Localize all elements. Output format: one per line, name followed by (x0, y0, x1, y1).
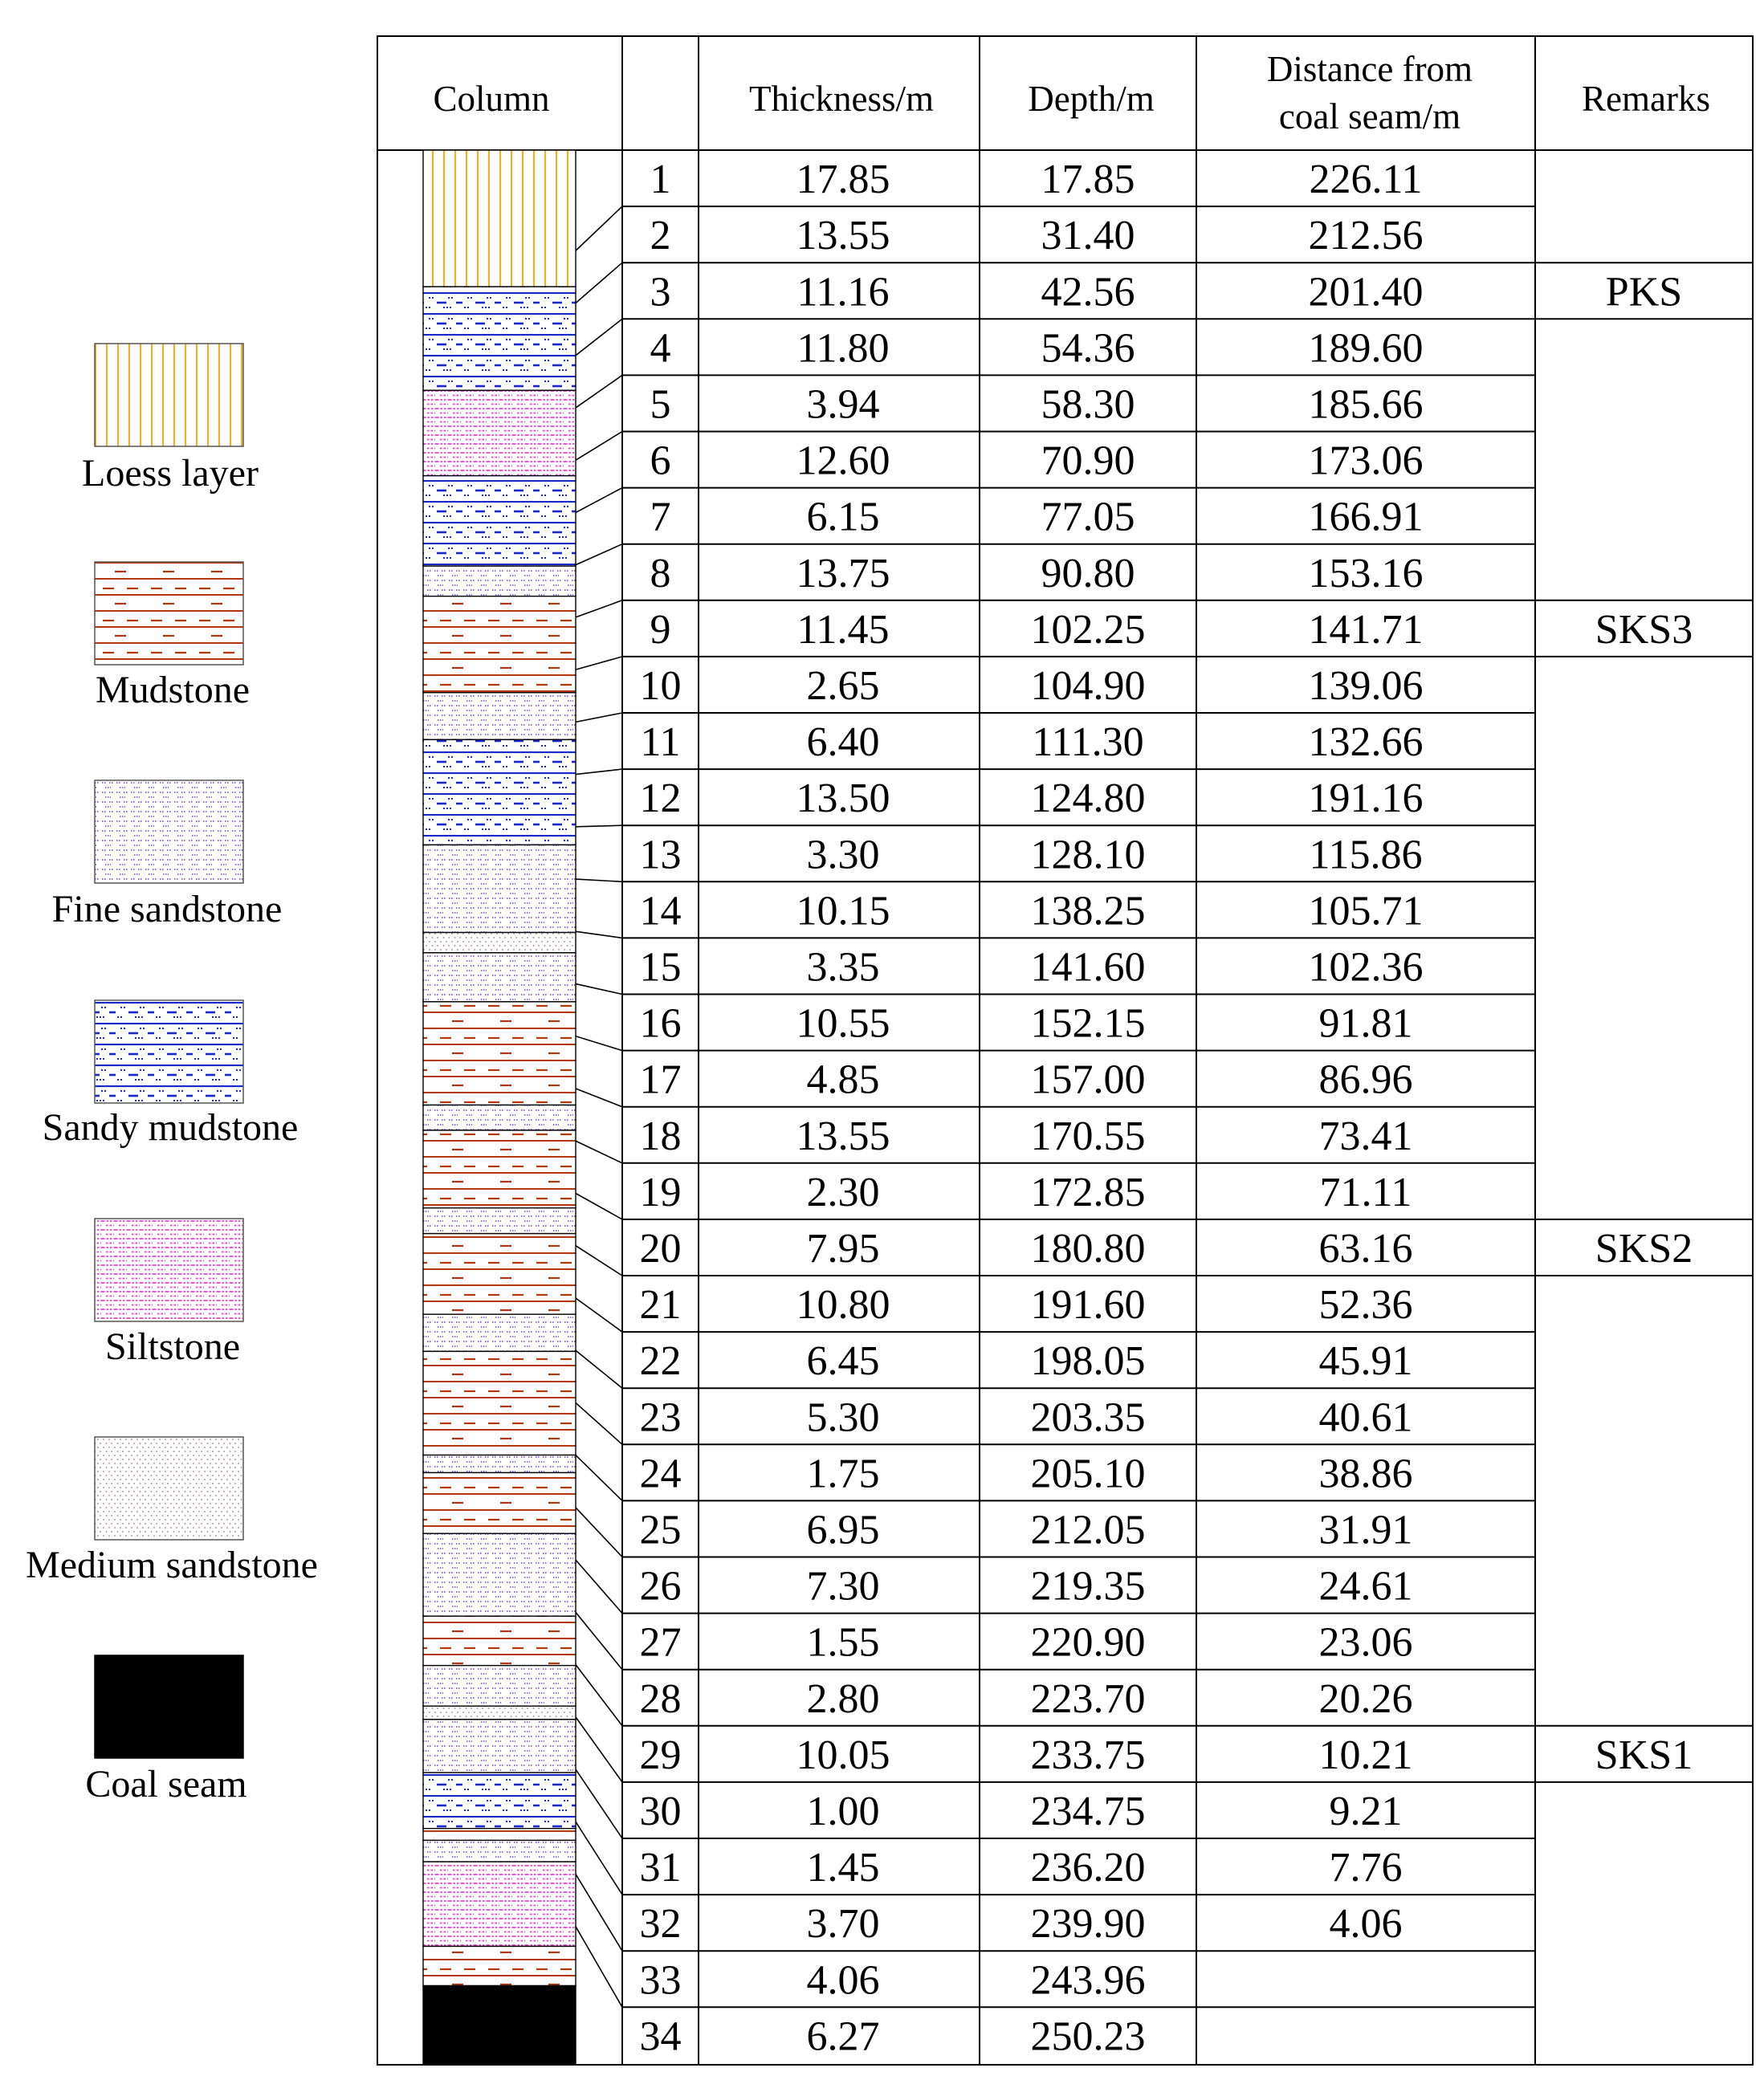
legend-item-medium (26, 1437, 318, 1586)
header-column: Column (433, 79, 550, 119)
cell-distance: 86.96 (1318, 1056, 1413, 1103)
cell-depth: 124.80 (1030, 775, 1146, 822)
legend-label: Fine sandstone (51, 888, 283, 930)
cell-no: 19 (639, 1169, 682, 1215)
connector-line (576, 432, 622, 461)
cell-depth: 70.90 (1041, 438, 1135, 484)
legend (26, 344, 318, 1805)
cell-no: 18 (639, 1113, 682, 1159)
cell-no: 15 (639, 944, 682, 991)
cell-depth: 172.85 (1030, 1169, 1146, 1215)
cell-thickness: 6.95 (806, 1507, 880, 1553)
layer-connectors (576, 206, 622, 2007)
cell-depth: 234.75 (1030, 1788, 1146, 1834)
cell-thickness: 10.05 (796, 1732, 890, 1778)
cell-thickness: 7.95 (806, 1225, 880, 1272)
cell-no: 29 (639, 1732, 682, 1778)
remarks-column (1595, 269, 1693, 1778)
connector-line (576, 1612, 622, 1669)
column-layer-loess (423, 150, 576, 287)
table-header (433, 49, 1710, 136)
cell-distance: 91.81 (1318, 1000, 1413, 1047)
cell-thickness: 2.65 (806, 662, 880, 709)
legend-item-silt (95, 1219, 243, 1368)
cell-depth: 31.40 (1041, 213, 1135, 259)
connector-line (576, 1717, 622, 1782)
header-remarks: Remarks (1582, 79, 1710, 119)
connector-line (576, 375, 622, 408)
cell-no: 26 (639, 1563, 682, 1610)
cell-depth: 243.96 (1030, 1957, 1146, 2004)
connector-line (576, 1246, 622, 1276)
cell-distance: 4.06 (1329, 1901, 1403, 1948)
cell-thickness: 2.80 (806, 1675, 880, 1722)
cell-thickness: 17.85 (796, 157, 890, 203)
cell-no: 2 (650, 213, 671, 259)
column-layer-fine (423, 693, 576, 740)
column-layer-silt (423, 390, 576, 475)
legend-label: Mudstone (96, 669, 250, 711)
cell-distance: 52.36 (1318, 1282, 1413, 1329)
cell-no: 25 (639, 1507, 682, 1553)
legend-label: Sandy mudstone (42, 1106, 299, 1149)
table-rows (640, 157, 1424, 2059)
cell-depth: 104.90 (1030, 662, 1146, 709)
legend-item-coal (85, 1655, 246, 1805)
cell-distance: 20.26 (1318, 1675, 1413, 1722)
connector-line (576, 879, 622, 881)
connector-line (576, 1769, 622, 1838)
cell-no: 1 (650, 157, 671, 203)
legend-swatch (95, 344, 243, 446)
remark-label: SKS2 (1595, 1225, 1693, 1272)
column-layer-mudstone (423, 1351, 576, 1455)
cell-thickness: 5.30 (806, 1394, 880, 1441)
column-layer-mudstone (423, 1002, 576, 1105)
connector-line (576, 600, 622, 617)
connector-line (576, 1665, 622, 1726)
cell-thickness: 13.55 (796, 1113, 890, 1159)
connector-line (576, 1350, 622, 1388)
cell-depth: 102.25 (1030, 606, 1146, 653)
cell-distance: 189.60 (1308, 325, 1424, 372)
cell-no: 8 (650, 550, 671, 596)
cell-depth: 233.75 (1030, 1732, 1146, 1778)
cell-no: 4 (650, 325, 671, 372)
cell-distance: 45.91 (1318, 1338, 1413, 1385)
cell-thickness: 11.45 (796, 606, 890, 653)
cell-no: 30 (639, 1788, 682, 1834)
cell-depth: 203.35 (1030, 1394, 1146, 1441)
header-distance-line2: coal seam/m (1278, 96, 1461, 136)
cell-depth: 191.60 (1030, 1282, 1146, 1329)
cell-depth: 77.05 (1041, 494, 1135, 540)
cell-distance: 185.66 (1308, 381, 1424, 428)
remark-label: SKS3 (1595, 606, 1693, 653)
cell-no: 9 (650, 606, 671, 653)
cell-distance: 226.11 (1309, 157, 1423, 203)
legend-item-loess (82, 344, 259, 495)
header-thickness: Thickness/m (749, 79, 934, 119)
cell-no: 11 (640, 719, 681, 766)
cell-distance: 141.71 (1308, 606, 1424, 653)
connector-line (576, 657, 622, 670)
cell-depth: 17.85 (1041, 157, 1135, 203)
connector-line (576, 1822, 622, 1895)
column-layer-mudstone (423, 1946, 576, 1985)
connector-line (576, 769, 622, 775)
cell-depth: 54.36 (1041, 325, 1135, 372)
cell-thickness: 1.75 (806, 1451, 880, 1497)
cell-depth: 239.90 (1030, 1901, 1146, 1948)
cell-thickness: 4.85 (806, 1056, 880, 1103)
cell-distance: 173.06 (1308, 438, 1424, 484)
cell-thickness: 3.35 (806, 944, 880, 991)
cell-distance: 132.66 (1308, 719, 1424, 766)
legend-swatch (95, 1655, 243, 1758)
cell-no: 24 (639, 1451, 682, 1497)
cell-distance: 9.21 (1329, 1788, 1403, 1834)
connector-line (576, 1508, 622, 1557)
cell-thickness: 13.75 (796, 550, 890, 596)
cell-depth: 236.20 (1030, 1845, 1146, 1891)
column-layer-fine (423, 845, 576, 932)
connector-line (576, 263, 622, 303)
cell-thickness: 1.45 (806, 1845, 880, 1891)
connector-line (576, 1036, 622, 1051)
legend-swatch (95, 1219, 243, 1321)
cell-thickness: 6.15 (806, 494, 880, 540)
cell-no: 5 (650, 381, 671, 428)
connector-line (576, 544, 622, 565)
connector-line (576, 1560, 622, 1613)
legend-swatch (95, 1437, 243, 1540)
cell-depth: 138.25 (1030, 888, 1146, 934)
connector-line (576, 488, 622, 513)
cell-no: 3 (650, 269, 671, 315)
cell-distance: 115.86 (1309, 832, 1423, 878)
cell-depth: 250.23 (1030, 2013, 1146, 2060)
legend-swatch (95, 1000, 243, 1103)
column-layer-mudstone (423, 1472, 576, 1533)
cell-thickness: 1.55 (806, 1619, 880, 1666)
cell-thickness: 4.06 (806, 1957, 880, 2004)
header-depth: Depth/m (1028, 79, 1155, 119)
cell-depth: 157.00 (1030, 1056, 1146, 1103)
connector-line (576, 1298, 622, 1332)
column-layer-fine (423, 1314, 576, 1351)
column-layer-fine (423, 953, 576, 1002)
column-layer-medium (423, 933, 576, 953)
cell-no: 27 (639, 1619, 682, 1666)
cell-no: 13 (639, 832, 682, 878)
column-layer-mudstone (423, 596, 576, 693)
connector-line (576, 1089, 622, 1107)
column-layer-fine (423, 1666, 576, 1707)
legend-label: Coal seam (85, 1763, 247, 1805)
cell-thickness: 6.27 (806, 2013, 880, 2060)
cell-depth: 90.80 (1041, 550, 1135, 596)
cell-thickness: 6.45 (806, 1338, 880, 1385)
legend-label: Siltstone (104, 1325, 241, 1368)
connector-line (576, 984, 622, 995)
cell-distance: 7.76 (1329, 1845, 1403, 1891)
cell-depth: 198.05 (1030, 1338, 1146, 1385)
cell-depth: 223.70 (1030, 1675, 1146, 1722)
stratigraphic-column (423, 150, 576, 2065)
column-layer-fine (423, 1105, 576, 1130)
cell-thickness: 3.30 (806, 832, 880, 878)
cell-thickness: 3.94 (806, 381, 880, 428)
cell-depth: 219.35 (1030, 1563, 1146, 1610)
connector-line (576, 1455, 622, 1501)
connector-line (576, 1402, 622, 1444)
cell-distance: 10.21 (1318, 1732, 1413, 1778)
cell-distance: 166.91 (1308, 494, 1424, 540)
cell-distance: 38.86 (1318, 1451, 1413, 1497)
cell-no: 10 (639, 662, 682, 709)
cell-no: 20 (639, 1225, 682, 1272)
legend-label: Medium sandstone (26, 1544, 318, 1586)
legend-swatch (95, 780, 243, 883)
cell-depth: 111.30 (1032, 719, 1144, 766)
cell-no: 7 (650, 494, 671, 540)
cell-distance: 24.61 (1318, 1563, 1413, 1610)
legend-label: Loess layer (82, 452, 259, 495)
column-layer-mudstone (423, 1616, 576, 1665)
connector-line (576, 1193, 622, 1219)
cell-no: 14 (639, 888, 682, 934)
cell-depth: 141.60 (1030, 944, 1146, 991)
cell-depth: 128.10 (1030, 832, 1146, 878)
cell-distance: 63.16 (1318, 1225, 1413, 1272)
cell-distance: 201.40 (1308, 269, 1424, 315)
cell-distance: 40.61 (1318, 1394, 1413, 1441)
cell-thickness: 13.50 (796, 775, 890, 822)
cell-no: 12 (639, 775, 682, 822)
cell-no: 34 (639, 2013, 682, 2060)
connector-line (576, 713, 622, 722)
remark-label: PKS (1605, 269, 1683, 315)
connector-line (576, 206, 622, 250)
cell-depth: 205.10 (1030, 1451, 1146, 1497)
cell-thickness: 13.55 (796, 213, 890, 259)
column-layer-sandymud (423, 739, 576, 845)
cell-no: 17 (639, 1056, 682, 1103)
column-layer-fine (423, 1533, 576, 1616)
cell-no: 22 (639, 1338, 682, 1385)
cell-depth: 180.80 (1030, 1225, 1146, 1272)
legend-item-sandymud (43, 1000, 299, 1149)
legend-swatch (95, 562, 243, 665)
cell-thickness: 2.30 (806, 1169, 880, 1215)
connector-line (576, 825, 622, 827)
column-layer-coal (423, 1986, 576, 2065)
cell-distance: 102.36 (1308, 944, 1424, 991)
cell-thickness: 3.70 (806, 1901, 880, 1948)
column-layer-fine (423, 1208, 576, 1234)
cell-no: 31 (639, 1845, 682, 1891)
connector-line (576, 931, 622, 938)
cell-depth: 220.90 (1030, 1619, 1146, 1666)
cell-depth: 212.05 (1030, 1507, 1146, 1553)
cell-distance: 31.91 (1318, 1507, 1413, 1553)
cell-distance: 212.56 (1308, 213, 1424, 259)
column-layer-medium (423, 1706, 576, 1720)
cell-no: 28 (639, 1675, 682, 1722)
cell-distance: 191.16 (1308, 775, 1424, 822)
legend-item-mudstone (95, 562, 250, 711)
column-layer-fine (423, 1840, 576, 1862)
cell-thickness: 7.30 (806, 1563, 880, 1610)
cell-no: 33 (639, 1957, 682, 2004)
legend-item-fine (52, 780, 283, 930)
cell-depth: 152.15 (1030, 1000, 1146, 1047)
cell-thickness: 12.60 (796, 438, 890, 484)
column-layer-mudstone (423, 1234, 576, 1315)
cell-distance: 139.06 (1308, 662, 1424, 709)
cell-no: 21 (639, 1282, 682, 1329)
connector-line (576, 1141, 622, 1163)
column-layer-sandymud (423, 476, 576, 566)
cell-thickness: 1.00 (806, 1788, 880, 1834)
cell-no: 6 (650, 438, 671, 484)
column-layer-fine (423, 1455, 576, 1473)
column-layer-silt (423, 1862, 576, 1946)
cell-thickness: 11.16 (796, 269, 890, 315)
cell-distance: 105.71 (1308, 888, 1424, 934)
remark-label: SKS1 (1595, 1732, 1693, 1778)
cell-depth: 42.56 (1041, 269, 1135, 315)
connector-line (576, 319, 622, 355)
column-layer-sandymud (423, 287, 576, 390)
column-layer-mudstone (423, 1829, 576, 1841)
cell-thickness: 11.80 (796, 325, 890, 372)
cell-thickness: 6.40 (806, 719, 880, 766)
cell-depth: 58.30 (1041, 381, 1135, 428)
header-distance-line1: Distance from (1266, 49, 1473, 89)
cell-no: 32 (639, 1901, 682, 1948)
cell-distance: 153.16 (1308, 550, 1424, 596)
cell-thickness: 10.55 (796, 1000, 890, 1047)
column-layer-fine (423, 566, 576, 596)
cell-no: 16 (639, 1000, 682, 1047)
cell-thickness: 10.15 (796, 888, 890, 934)
cell-no: 23 (639, 1394, 682, 1441)
cell-distance: 73.41 (1318, 1113, 1413, 1159)
cell-distance: 23.06 (1318, 1619, 1413, 1666)
cell-thickness: 10.80 (796, 1282, 890, 1329)
column-layer-sandymud (423, 1773, 576, 1829)
cell-distance: 71.11 (1319, 1169, 1412, 1215)
column-layer-mudstone (423, 1130, 576, 1208)
column-layer-fine (423, 1720, 576, 1773)
cell-depth: 170.55 (1030, 1113, 1146, 1159)
